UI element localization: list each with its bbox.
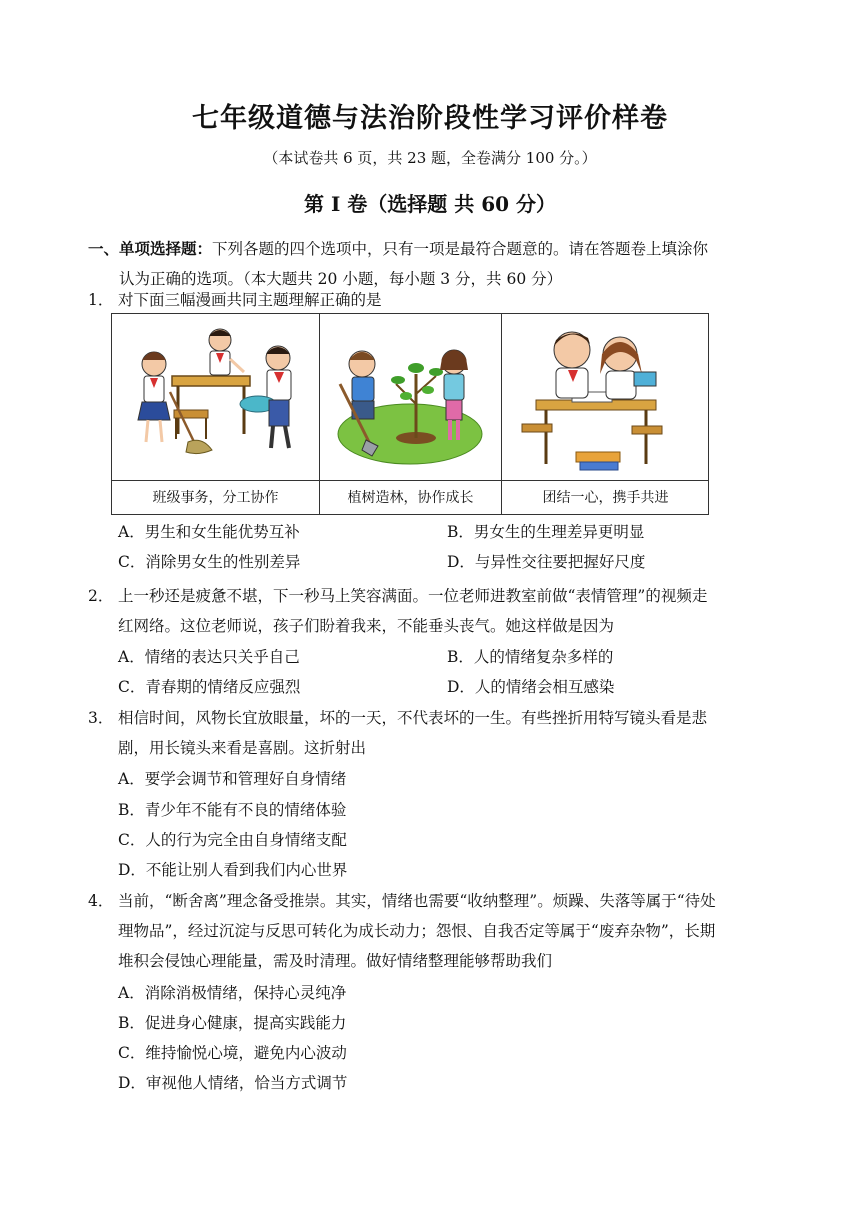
question-4 xyxy=(88,886,788,976)
question-number: 1． xyxy=(88,291,114,309)
option-c: C．消除男女生的性别差异 xyxy=(118,553,301,571)
question-2 xyxy=(88,581,788,641)
caption-row xyxy=(112,480,708,515)
section-text-1: 下列各题的四个选项中，只有一项是最符合题意的。请在答题卷上填涂你 xyxy=(212,240,709,258)
caption-3: 团结一心，携手共进 xyxy=(542,490,669,506)
caption-2: 植树造林，协作成长 xyxy=(347,490,474,506)
exam-subtitle: （本试卷共 6 页，共 23 题，全卷满分 100 分。） xyxy=(263,149,597,167)
question-3 xyxy=(88,703,788,763)
question-stem-cont: 红网络。这位老师说，孩子们盼着我来，不能垂头丧气。她这样做是因为 xyxy=(118,617,615,635)
part-title: 第 I 卷（选择题 共 60 分） xyxy=(303,192,556,216)
caption-1: 班级事务，分工协作 xyxy=(152,490,279,506)
option-a: A．消除消极情绪，保持心灵纯净 xyxy=(118,984,347,1002)
question-stem-cont: 剧，用长镜头来看是喜剧。这折射出 xyxy=(118,739,367,757)
option-b: B．人的情绪复杂多样的 xyxy=(447,648,614,666)
cartoon-tree-planting xyxy=(320,314,501,480)
question-stem: 相信时间，风物长宜放眼量，坏的一天，不代表坏的一生。有些挫折用特写镜头看是悲 xyxy=(118,709,708,727)
question-stem-cont: 堆积会侵蚀心理能量，需及时清理。做好情绪整理能够帮助我们 xyxy=(118,952,553,970)
option-a: A．男生和女生能优势互补 xyxy=(118,523,300,541)
section-lead: 一、单项选择题： xyxy=(88,239,213,258)
option-a: A．情绪的表达只关乎自己 xyxy=(118,648,300,666)
question-stem: 上一秒还是疲惫不堪，下一秒马上笑容满面。一位老师进教室前做“表情管理”的视频走 xyxy=(118,587,708,605)
cartoon-study-together xyxy=(502,314,709,480)
option-d: D．人的情绪会相互感染 xyxy=(447,678,615,696)
option-b: B．男女生的生理差异更明显 xyxy=(447,523,645,541)
question-stem: 对下面三幅漫画共同主题理解正确的是 xyxy=(118,291,382,309)
option-d: D．不能让别人看到我们内心世界 xyxy=(118,861,348,879)
option-b: B．青少年不能有不良的情绪体验 xyxy=(118,801,347,819)
option-b: B．促进身心健康，提高实践能力 xyxy=(118,1014,347,1032)
section-text-2: 认为正确的选项。（本大题共 20 小题，每小题 3 分，共 60 分） xyxy=(119,270,563,288)
question-1 xyxy=(88,285,788,315)
question-number: 3． xyxy=(88,709,114,727)
cartoon-figure xyxy=(111,313,709,515)
question-number: 4． xyxy=(88,892,114,910)
question-stem-cont: 理物品”，经过沉淀与反思可转化为成长动力；怨恨、自我否定等属于“废弃杂物”，长期 xyxy=(118,922,716,940)
option-c: C．维持愉悦心境，避免内心波动 xyxy=(118,1044,347,1062)
option-d: D．与异性交往要把握好尺度 xyxy=(447,553,646,571)
cartoon-class-duties xyxy=(112,314,319,480)
exam-title: 七年级道德与法治阶段性学习评价样卷 xyxy=(192,103,668,134)
question-stem: 当前，“断舍离”理念备受推崇。其实，情绪也需要“收纳整理”。烦躁、失落等属于“待处 xyxy=(118,892,716,910)
option-c: C．青春期的情绪反应强烈 xyxy=(118,678,301,696)
question-number: 2． xyxy=(88,587,114,605)
option-d: D．审视他人情绪，恰当方式调节 xyxy=(118,1074,348,1092)
option-a: A．要学会调节和管理好自身情绪 xyxy=(118,770,347,788)
option-c: C．人的行为完全由自身情绪支配 xyxy=(118,831,347,849)
